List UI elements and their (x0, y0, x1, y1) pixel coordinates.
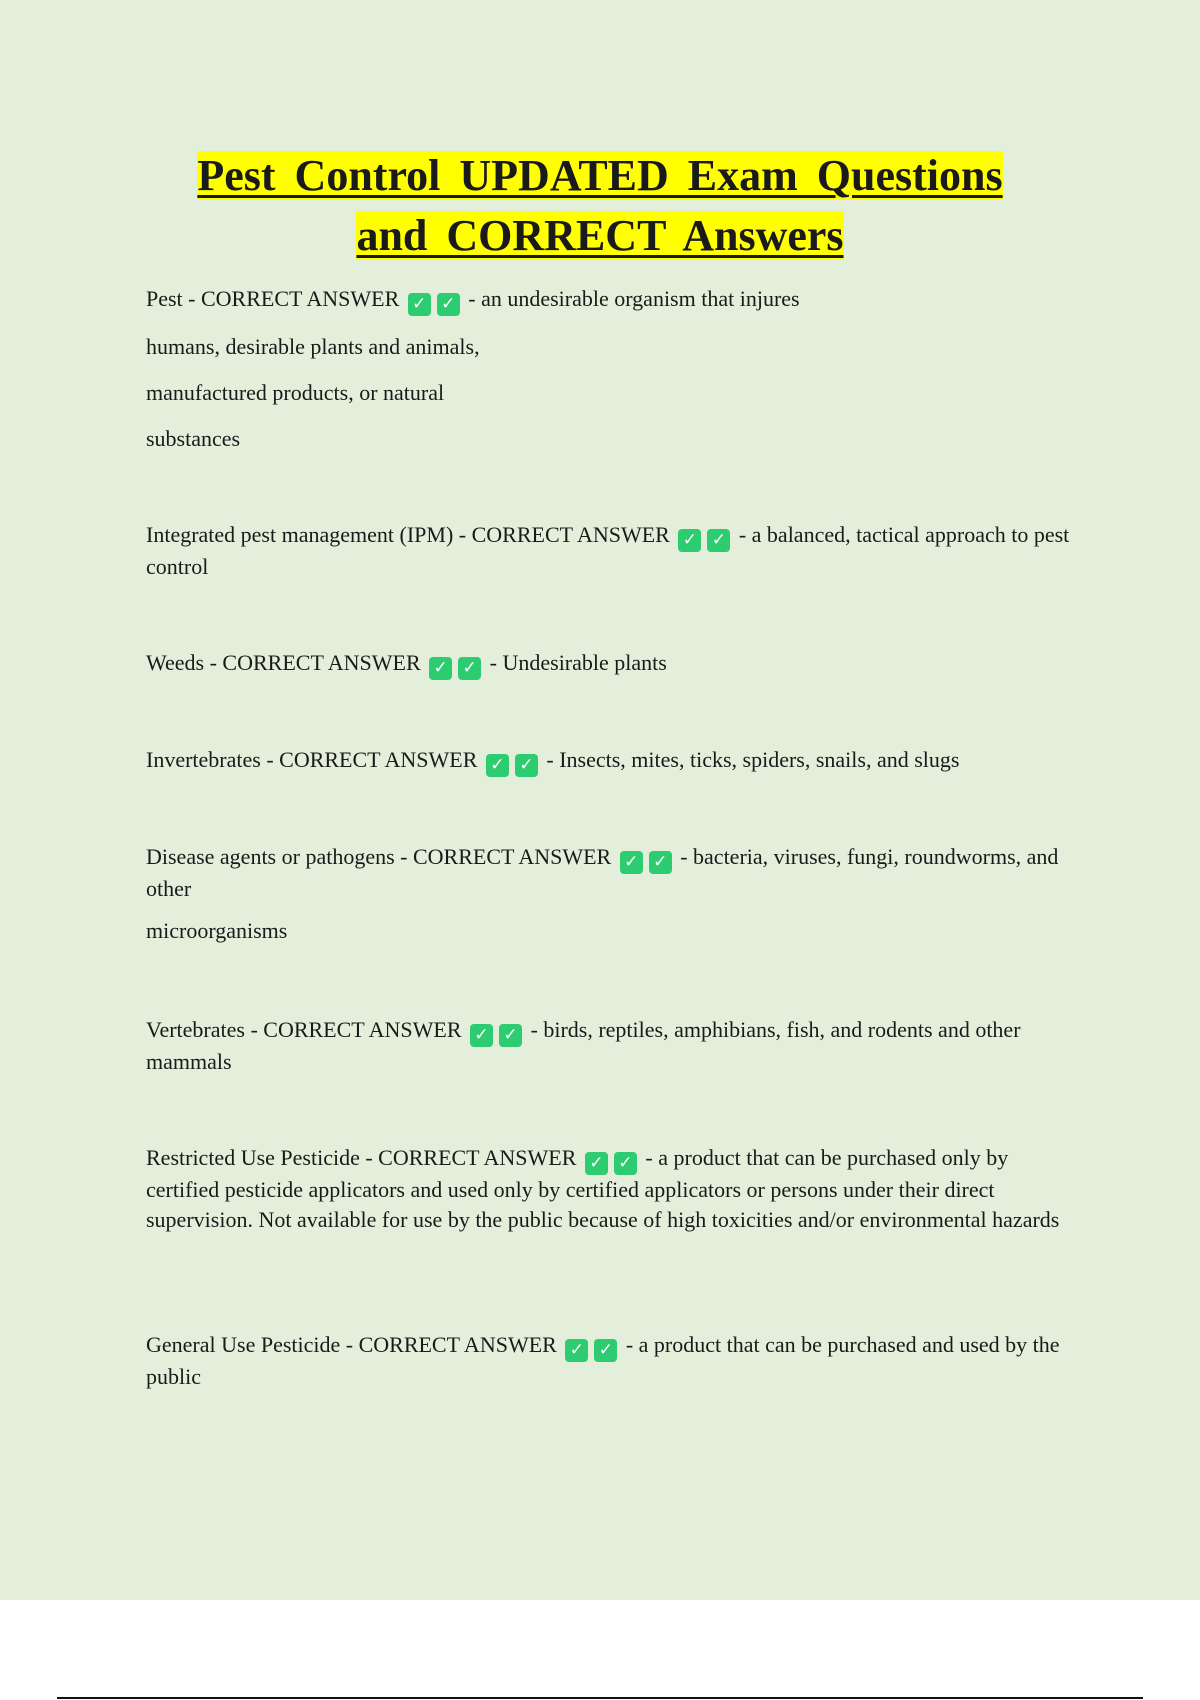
check-box-icon: ✓ (707, 529, 730, 552)
entry-text (146, 745, 1086, 777)
check-box-icon: ✓ (437, 293, 460, 316)
check-box-icon: ✓ (678, 529, 701, 552)
entry-continuation: substances (146, 426, 241, 451)
entry-first-line (146, 284, 1086, 316)
document-title (0, 146, 1200, 266)
entry-term: Weeds - CORRECT ANSWER (146, 650, 421, 675)
check-box-icon: ✓ (470, 1024, 493, 1047)
entry-continuation: humans, desirable plants and animals, (146, 334, 480, 359)
qa-entry-weeds (146, 648, 1086, 680)
entry-definition: - Insects, mites, ticks, spiders, snails, and slugs (546, 747, 960, 772)
entry-text (146, 842, 1086, 904)
title-line-2: and CORRECT Answers (356, 211, 844, 260)
entry-term: Restricted Use Pesticide - CORRECT ANSWER (146, 1145, 577, 1170)
check-box-icon: ✓ (565, 1339, 588, 1362)
entry-text (146, 648, 1086, 680)
entry-definition: - a product that can be purchased only by certified pesticide applicators and used only by certified applicators or persons under their direct supervision. Not available for use by the public because of high toxicities and/or environmental hazards (146, 1145, 1060, 1232)
qa-entry-ipm (146, 520, 1086, 582)
qa-entry-restricted-use-pesticide (146, 1143, 1086, 1235)
footer-divider (57, 1697, 1143, 1699)
entry-definition: - birds, reptiles, amphibians, fish, and rodents and other mammals (146, 1017, 1021, 1074)
entry-term: Disease agents or pathogens - CORRECT ANSWER (146, 844, 612, 869)
entry-text (146, 520, 1086, 582)
entry-term: Vertebrates - CORRECT ANSWER (146, 1017, 462, 1042)
entry-text (146, 1143, 1086, 1235)
check-box-icon: ✓ (499, 1024, 522, 1047)
check-box-icon: ✓ (614, 1152, 637, 1175)
entry-continuation: microorganisms (146, 918, 288, 943)
check-box-icon: ✓ (515, 754, 538, 777)
check-box-icon: ✓ (585, 1152, 608, 1175)
qa-entry-general-use-pesticide (146, 1330, 1086, 1392)
entry-definition: - bacteria, viruses, fungi, roundworms, and other (146, 844, 1059, 901)
check-box-icon: ✓ (620, 851, 643, 874)
entry-term: General Use Pesticide - CORRECT ANSWER (146, 1332, 557, 1357)
check-box-icon: ✓ (408, 293, 431, 316)
entry-text (146, 1015, 1086, 1077)
entry-definition: - an undesirable organism that injures (468, 286, 800, 311)
check-box-icon: ✓ (649, 851, 672, 874)
entry-definition: - a product that can be purchased and used by the public (146, 1332, 1060, 1389)
check-box-icon: ✓ (486, 754, 509, 777)
entry-term: Integrated pest management (IPM) - CORRECT ANSWER (146, 522, 670, 547)
entry-term: Invertebrates - CORRECT ANSWER (146, 747, 478, 772)
entry-continuation: manufactured products, or natural (146, 380, 445, 405)
qa-entry-pathogens (146, 842, 1086, 946)
check-box-icon: ✓ (594, 1339, 617, 1362)
entry-definition: - Undesirable plants (489, 650, 667, 675)
entry-definition: - a balanced, tactical approach to pest control (146, 522, 1070, 579)
entry-text (146, 1330, 1086, 1392)
qa-entry-invertebrates (146, 745, 1086, 777)
title-line-1: Pest Control UPDATED Exam Questions (197, 151, 1003, 200)
check-box-icon: ✓ (429, 657, 452, 680)
qa-entry-vertebrates (146, 1015, 1086, 1077)
entry-term: Pest - CORRECT ANSWER (146, 286, 400, 311)
qa-entry-pest (146, 284, 1086, 454)
check-box-icon: ✓ (458, 657, 481, 680)
